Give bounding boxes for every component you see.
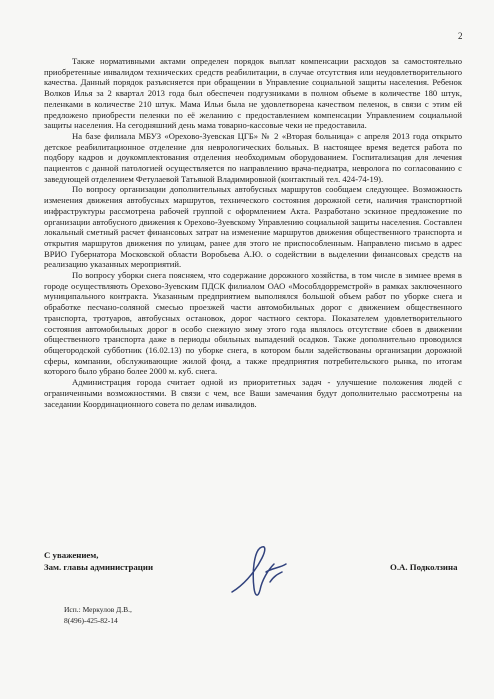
closing-block	[44, 549, 153, 573]
executor-phone: 8(496)-425-82-14	[64, 616, 118, 625]
paragraph-bus-routes: По вопросу организации дополнительных автобусных маршрутов сообщаем следующее. Возможность изменения движения автобусных маршрутов, технического состояния дорожной сети, наличия транспортной инфраструктуры рассмотрена рабочей группой с оформлением Акта. Разработано эскизное предложение по организации автобусного движения к Орехово-Зуевскому Управлению социальной защиты населения. Составлен локальный сметный расчет финансовых затрат на изменение маршрутов движения общественного транспорта и открытия маршрутов движения по улицам, ранее для этого не приспособленным. Направлено письмо в адрес ВРИО Губернатора Московской области Воробьева А.Ю. о содействии в выделении финансовых средств на реализацию указанных мероприятий.	[44, 184, 462, 270]
paragraph-priority-tasks: Администрация города считает одной из приоритетных задач - улучшение положения людей с ограниченными возможностями. В связи с чем, все Ваши замечания будут дополнительно рассмотрены на заседании Координационного совета по делам инвалидов.	[44, 377, 462, 409]
closing-greeting: С уважением,	[44, 550, 99, 560]
signer-name: О.А. Подколзина	[390, 562, 458, 572]
paragraph-rehabilitation-department: На базе филиала МБУЗ «Орехово-Зуевская ЦГБ» № 2 «Вторая больница» с апреля 2013 года открыто детское реабилитационное отделение для неврологических больных. В настоящее время ведется работа по подбору кадров и доукомплектования отделения необходимым оборудованием. Госпитализация для лечения пациентов с данной патологией осуществляется по направлению врача-педиатра, невролога по согласованию с заведующей отделением Фетулаевой Татьяной Владимировной (контактный тел. 424-74-19).	[44, 130, 462, 184]
paragraph-snow-removal: По вопросу уборки снега поясняем, что содержание дорожного хозяйства, в том числе в зимнее время в городе осуществляють Орехово-Зуевским ПДСК филиалом ОАО «Мособлдорремстрой» в рамках заключенного муниципального контракта. Указанным предприятием выполнялся большой объем работ по уборке снега и обработке песчано-соляной смесью проезжей части автомобильных дорог с движением общественного транспорта, тротуаров, автобусных остановок, дорог частного сектора. Показателем удовлетворительного состояния автомобильных дорог в особо снежную зиму этого года являлось отсутствие сбоев в движении общественного транспорта даже в периоды обильных выпадений осадков. Также дополнительно проводился общегородской субботник (16.02.13) по уборке снега, в котором были задействованы организации дорожной сферы, компании, обслуживающие жилой фонд, а также предприятия потребительского рынка, по итогам которого было убрано более 2000 м. куб. снега.	[44, 270, 462, 377]
executor-block	[64, 604, 132, 626]
handwritten-signature	[224, 528, 304, 606]
signer-position: Зам. главы администрации	[44, 562, 154, 572]
paragraph-compensation: Также нормативными актами определен порядок выплат компенсации расходов за самостоятельно приобретенные инвалидом технических средств реабилитации, в случае отсутствия или неудовлетворительного качества. Данный порядок разъясняется при обращении в Управление социальной защиты населения. Ребенок Волков Илья за 2 квартал 2013 года был обеспечен подгузниками в полном объеме в количестве 180 штук, пеленками в количестве 210 штук. Мама Ильи была не удовлетворена качеством пеленок, в связи с этим ей предложено приобрести пеленки по её желанию с предоставлением компенсации Управлением социальной защиты населения. На сегодняшний день мама товарно-кассовые чеки не предоставила.	[44, 56, 462, 131]
executor-name: Исп.: Меркулов Д.В.,	[64, 605, 132, 614]
page-number: 2	[458, 31, 463, 41]
letter-body	[44, 56, 462, 409]
